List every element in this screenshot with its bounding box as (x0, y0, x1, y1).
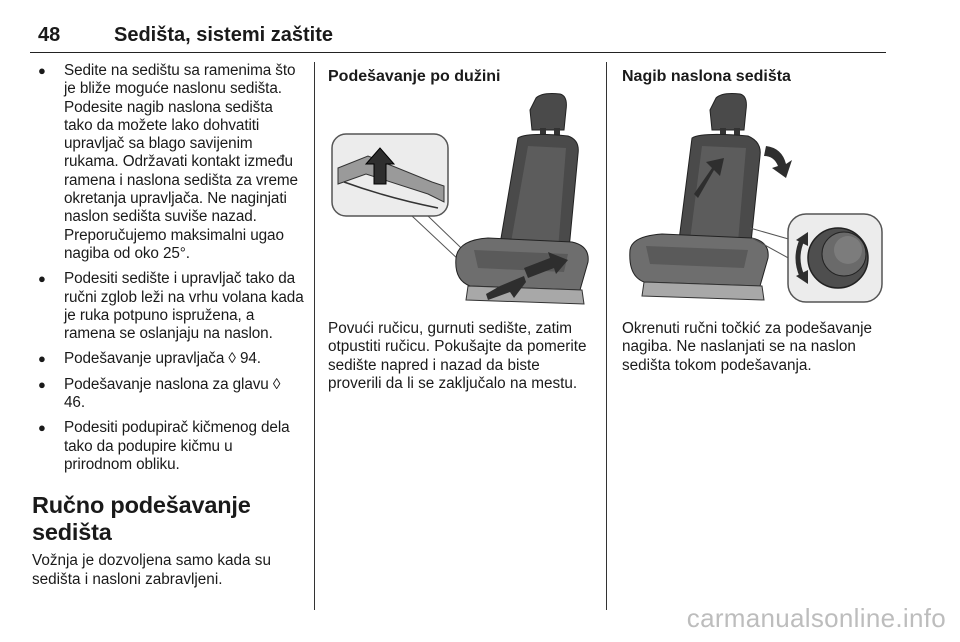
section-heading: Ručno podešavanje sedišta (32, 492, 251, 546)
right-column (622, 62, 890, 374)
bullet-list (32, 62, 304, 474)
longitudinal-heading: Podešavanje po dužini (328, 68, 501, 85)
bullet-icon: ● (38, 63, 46, 78)
seat-icon (630, 94, 768, 301)
recline-caption: Okrenuti ručni točkić za podešavanje nagiba. Ne naslanjati se na naslon sedišta tokom podešavanja. (622, 320, 872, 374)
knob-inset (788, 214, 882, 302)
bullet-icon: ● (38, 351, 46, 367)
seat-recline-figure (622, 90, 890, 306)
section-text: Vožnja je dozvoljena samo kada su sedišta i nasloni zabravljeni. (32, 552, 271, 588)
list-item: ● Podesiti sedište i upravljač tako da ručni zglob leži na vrhu volana kada je ruka potpuno ispružena, a ramena se oslanjaju na naslon. (38, 270, 304, 343)
seat-icon (456, 94, 588, 305)
column-divider (314, 62, 315, 610)
page-header (30, 22, 886, 53)
watermark: carmanualsonline.info (686, 603, 946, 633)
column-divider (606, 62, 607, 610)
bullet-icon: ● (38, 376, 46, 392)
page-number: 48 (38, 24, 61, 46)
recline-heading: Nagib naslona sedišta (622, 68, 791, 85)
bullet-icon: ● (38, 420, 46, 436)
list-item: ● Podešavanje naslona za glavu ◊ 46. (38, 375, 281, 412)
bullet-icon: ● (38, 271, 46, 287)
list-item: ● Podesiti podupirač kičmenog dela tako da podupire kičmu u prirodnom obliku. (38, 419, 290, 473)
longitudinal-caption: Povući ručicu, gurnuti sedište, zatim otpustiti ručicu. Pokušajte da pomerite sedište napred i nazad da biste proverili da li se zaključalo na mestu. (328, 320, 587, 392)
middle-column (328, 62, 596, 392)
list-item: ● Podešavanje upravljača ◊ 94. (38, 350, 261, 368)
seat-longitudinal-figure (328, 90, 596, 306)
running-title: Sedišta, sistemi zaštite (114, 24, 333, 46)
list-item: ● Sedite na sedištu sa ramenima što je bliže moguće naslonu sedišta. Podesite nagib naslona sedišta tako da možete lako dohvatiti upravljač sa blago savijenim rukama. Održavati kontakt između ramena i naslona sedišta za vreme okretanja upravljača. Ne naginjati naslon sedišta suviše nazad. Preporučujemo maksimalni ugao nagiba od oko 25°. (38, 62, 298, 262)
left-column (32, 62, 304, 589)
